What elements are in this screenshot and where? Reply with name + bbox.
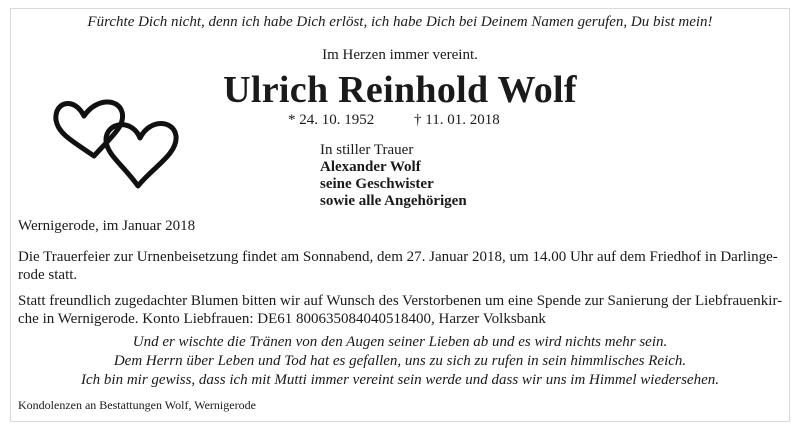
mourners-block	[320, 142, 467, 210]
death-date: † 11. 01. 2018	[414, 112, 500, 128]
closing-line: Ich bin mir gewiss, dass ich mit Mutti immer vereint sein werde und dass wir uns im Himmel wiedersehen.	[81, 372, 719, 388]
donation-info	[18, 292, 784, 328]
birth-date: * 24. 10. 1952	[288, 112, 375, 128]
mourner-name: sowie alle Angehörigen	[320, 193, 467, 209]
mourners-intro: In stiller Trauer	[320, 142, 414, 158]
place-date: Wernigerode, im Januar 2018	[18, 218, 196, 234]
funeral-line: rode statt.	[18, 267, 78, 283]
condolence-footer: Kondolenzen an Bestattungen Wolf, Wernigerode	[18, 398, 256, 412]
bible-verse: Fürchte Dich nicht, denn ich habe Dich erlöst, ich habe Dich bei Deinem Namen gerufen, Du bist mein!	[87, 14, 713, 30]
mourner-name: seine Geschwister	[320, 176, 434, 192]
closing-line: Dem Herrn über Leben und Tod hat es gefallen, uns zu sich zu rufen in sein himmlisches Reich.	[113, 353, 687, 369]
closing-line: Und er wischte die Tränen von den Augen seiner Lieben ab und es wird nichts mehr sein.	[132, 334, 668, 350]
two-hearts-icon	[52, 92, 184, 192]
subtitle: Im Herzen immer vereint.	[322, 47, 478, 63]
donation-line: Statt freundlich zugedachter Blumen bitten wir auf Wunsch des Verstorbenen um eine Spende zur Sanierung der Liebfrauenkir-	[18, 293, 783, 309]
deceased-name: Ulrich Reinhold Wolf	[223, 69, 577, 111]
closing-verse	[0, 333, 800, 390]
funeral-line: Die Trauerfeier zur Urnenbeisetzung findet am Sonnabend, dem 27. Januar 2018, um 14.00 Uhr auf dem Friedhof in Darlinge-	[18, 249, 778, 265]
donation-line: che in Wernigerode. Konto Liebfrauen: DE61 800635084040518400, Harzer Volksbank	[18, 311, 546, 327]
funeral-info	[18, 248, 784, 284]
mourner-name: Alexander Wolf	[320, 159, 421, 175]
